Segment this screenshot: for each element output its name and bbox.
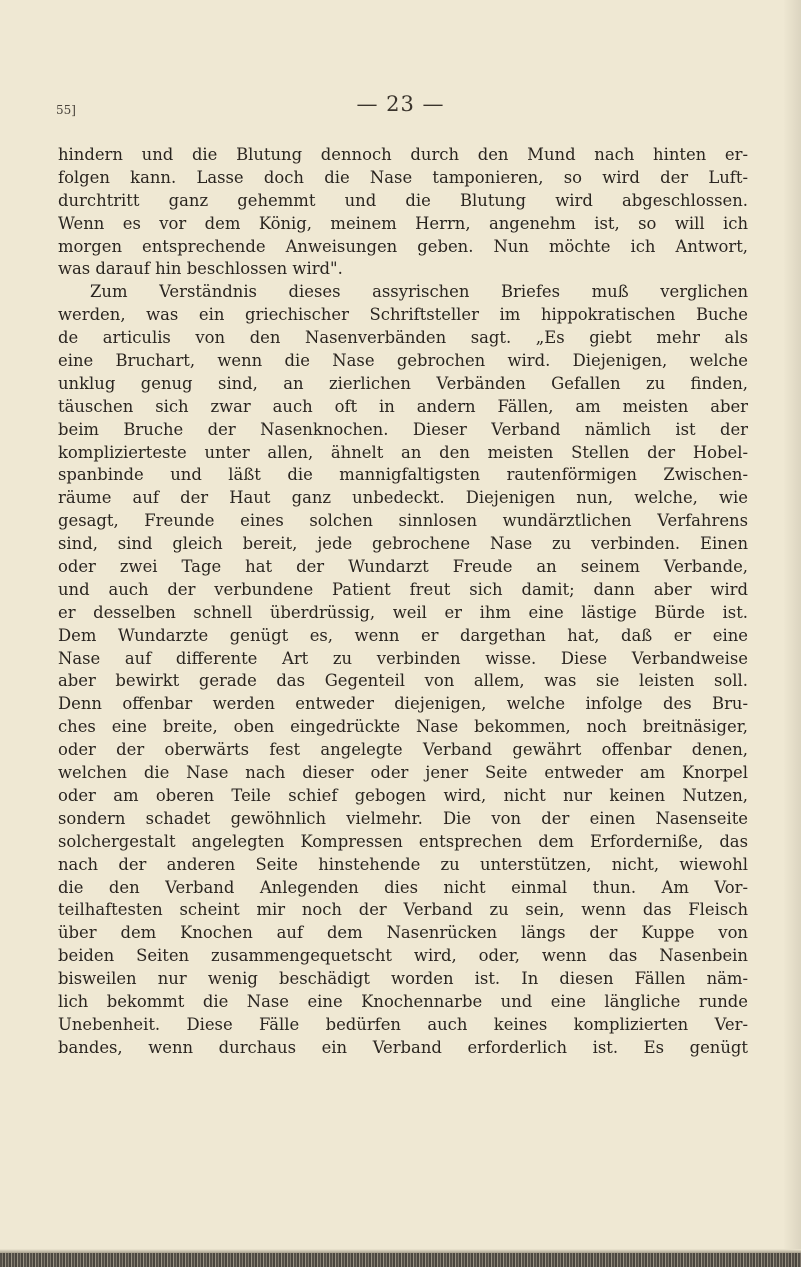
page-gutter-shadow bbox=[783, 0, 801, 1267]
text-line: was darauf hin beschlossen wird". bbox=[58, 259, 343, 279]
text-line: unklug genug sind, an zierlichen Verbänden Gefallen zu finden, bbox=[58, 373, 748, 393]
text-line: und auch der verbundene Patient freut sich damit; dann aber wird bbox=[58, 579, 748, 599]
text-line: teilhaftesten scheint mir noch der Verband zu sein, wenn das Fleisch bbox=[58, 900, 748, 920]
text-line: werden, was ein griechischer Schriftsteller im hippokratischen Buche bbox=[58, 305, 748, 325]
text-line: oder zwei Tage hat der Wundarzt Freude an seinem Verbande, bbox=[58, 557, 748, 577]
signature-mark: 55] bbox=[56, 103, 76, 117]
text-line: solchergestalt angelegten Kompressen entsprechen dem Erforderniße, das bbox=[58, 831, 748, 851]
text-line: aber bewirkt gerade das Gegenteil von allem, was sie leisten soll. bbox=[58, 671, 748, 691]
book-edge-stripe bbox=[0, 1253, 801, 1267]
text-line: täuschen sich zwar auch oft in andern Fällen, am meisten aber bbox=[58, 396, 748, 416]
text-line: gesagt, Freunde eines solchen sinnlosen wundärztlichen Verfahrens bbox=[58, 511, 748, 531]
text-line: er desselben schnell überdrüssig, weil er ihm eine lästige Bürde ist. bbox=[58, 602, 748, 622]
page-number: — 23 — bbox=[356, 92, 445, 116]
text-line: Zum Verständnis dieses assyrischen Briefes muß verglichen bbox=[90, 282, 748, 302]
text-line: lich bekommt die Nase eine Knochennarbe und eine längliche runde bbox=[58, 991, 748, 1011]
text-line: Nase auf differente Art zu verbinden wisse. Diese Verbandweise bbox=[58, 648, 748, 668]
text-line: spanbinde und läßt die mannigfaltigsten rautenförmigen Zwischen- bbox=[58, 465, 748, 485]
text-line: über dem Knochen auf dem Nasenrücken längs der Kuppe von bbox=[58, 923, 748, 943]
text-line: räume auf der Haut ganz unbedeckt. Diejenigen nun, welche, wie bbox=[58, 488, 748, 508]
text-line: hindern und die Blutung dennoch durch den Mund nach hinten er- bbox=[58, 145, 748, 164]
text-line: folgen kann. Lasse doch die Nase tamponieren, so wird der Luft- bbox=[58, 167, 748, 187]
text-line: oder am oberen Teile schief gebogen wird, nicht nur keinen Nutzen, bbox=[58, 785, 748, 805]
text-line: beiden Seiten zusammengequetscht wird, oder, wenn das Nasenbein bbox=[58, 946, 748, 966]
text-line: Dem Wundarzte genügt es, wenn er dargethan hat, daß er eine bbox=[58, 625, 748, 645]
text-line: eine Bruchart, wenn die Nase gebrochen wird. Diejenigen, welche bbox=[58, 351, 748, 371]
text-line: bandes, wenn durchaus ein Verband erforderlich ist. Es genügt bbox=[58, 1037, 748, 1057]
text-line: sondern schadet gewöhnlich vielmehr. Die von der einen Nasenseite bbox=[58, 808, 748, 828]
text-line: nach der anderen Seite hinstehende zu unterstützen, nicht, wiewohl bbox=[58, 854, 748, 874]
text-line: oder der oberwärts fest angelegte Verband gewährt offenbar denen, bbox=[58, 740, 748, 760]
text-line: bisweilen nur wenig beschädigt worden ist. In diesen Fällen näm- bbox=[58, 969, 748, 989]
text-line: beim Bruche der Nasenknochen. Dieser Verband nämlich ist der bbox=[58, 419, 748, 439]
text-line: die den Verband Anlegenden dies nicht einmal thun. Am Vor- bbox=[58, 877, 748, 897]
text-line: ches eine breite, oben eingedrückte Nase bekommen, noch breitnäsiger, bbox=[58, 717, 748, 737]
text-line: Wenn es vor dem König, meinem Herrn, angenehm ist, so will ich bbox=[58, 213, 748, 233]
text-line: Unebenheit. Diese Fälle bedürfen auch keines komplizierten Ver- bbox=[58, 1014, 748, 1034]
text-line: durchtritt ganz gehemmt und die Blutung wird abgeschlossen. bbox=[58, 190, 748, 210]
body-text bbox=[58, 144, 748, 1060]
text-line: de articulis von den Nasenverbänden sagt. „Es giebt mehr als bbox=[58, 328, 748, 348]
text-line: morgen entsprechende Anweisungen geben. Nun möchte ich Antwort, bbox=[58, 236, 748, 256]
text-line: Denn offenbar werden entweder diejenigen, welche infolge des Bru- bbox=[58, 694, 748, 714]
text-line: welchen die Nase nach dieser oder jener Seite entweder am Knorpel bbox=[58, 763, 748, 783]
page-header bbox=[50, 92, 751, 122]
text-line: sind, sind gleich bereit, jede gebrochene Nase zu verbinden. Einen bbox=[58, 534, 748, 554]
text-line: komplizierteste unter allen, ähnelt an den meisten Stellen der Hobel- bbox=[58, 442, 748, 462]
